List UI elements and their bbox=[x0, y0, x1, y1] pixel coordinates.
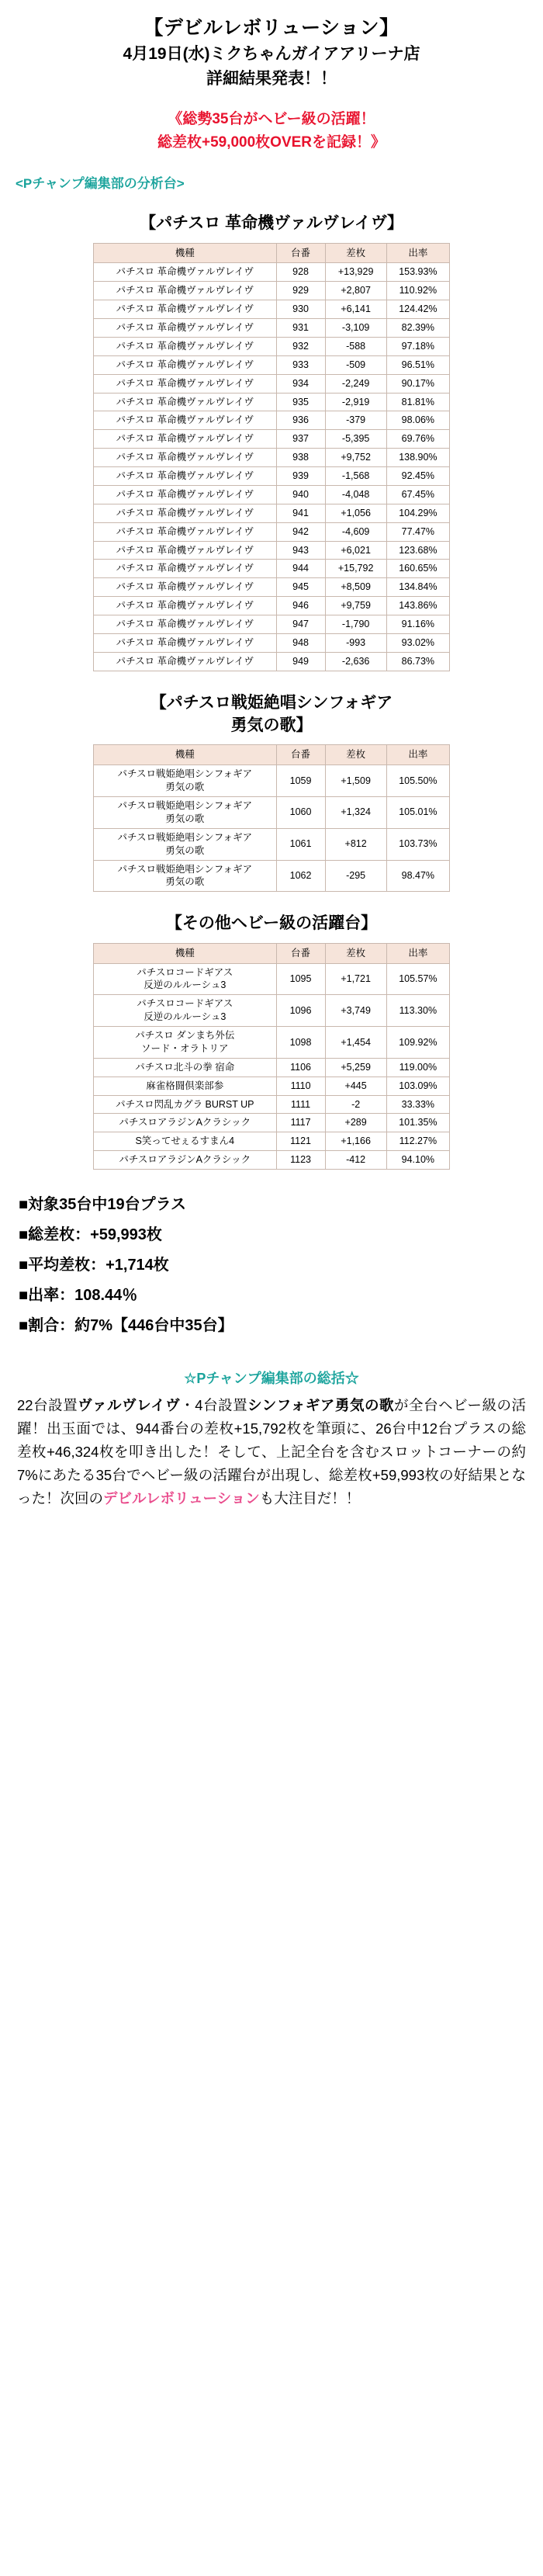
cell-number: 936 bbox=[276, 411, 325, 430]
cell-number: 930 bbox=[276, 300, 325, 319]
table-valvrave bbox=[93, 243, 450, 671]
cell-machine: パチスロ 革命機ヴァルヴレイヴ bbox=[94, 449, 277, 467]
table-row bbox=[94, 1077, 450, 1095]
cell-rate: 90.17% bbox=[386, 374, 449, 393]
table-row bbox=[94, 485, 450, 504]
table-row bbox=[94, 504, 450, 522]
cell-machine: パチスロ 革命機ヴァルヴレイヴ bbox=[94, 263, 277, 282]
col-number: 台番 bbox=[276, 243, 325, 263]
cell-number: 942 bbox=[276, 522, 325, 541]
cell-rate: 98.06% bbox=[386, 411, 449, 430]
col-diff: 差枚 bbox=[325, 745, 386, 765]
cell-diff: +812 bbox=[325, 828, 386, 860]
cell-machine: パチスロ 革命機ヴァルヴレイヴ bbox=[94, 615, 277, 634]
cell-rate: 67.45% bbox=[386, 485, 449, 504]
cell-number: 928 bbox=[276, 263, 325, 282]
cell-rate: 110.92% bbox=[386, 282, 449, 300]
cell-machine: パチスロ 革命機ヴァルヴレイヴ bbox=[94, 430, 277, 449]
cell-rate: 69.76% bbox=[386, 430, 449, 449]
section-heading-symphogear-line2: 勇気の歌】 bbox=[230, 716, 313, 735]
cell-number: 943 bbox=[276, 541, 325, 560]
cell-rate: 113.30% bbox=[386, 995, 449, 1027]
cell-machine: パチスロ戦姫絶唱シンフォギア 勇気の歌 bbox=[94, 828, 277, 860]
cell-diff: +9,752 bbox=[325, 449, 386, 467]
cell-number: 933 bbox=[276, 355, 325, 374]
cell-machine: パチスロ 革命機ヴァルヴレイヴ bbox=[94, 411, 277, 430]
col-machine: 機種 bbox=[94, 243, 277, 263]
summary-text-tail: も大注目だ！！ bbox=[259, 1489, 361, 1506]
table-row bbox=[94, 411, 450, 430]
page-subtitle-result: 詳細結果発表！！ bbox=[206, 69, 337, 88]
cell-machine: パチスロアラジンAクラシック bbox=[94, 1114, 277, 1132]
cell-machine: パチスロ 革命機ヴァルヴレイヴ bbox=[94, 633, 277, 652]
cell-machine: パチスロ 革命機ヴァルヴレイヴ bbox=[94, 300, 277, 319]
cell-diff: -509 bbox=[325, 355, 386, 374]
cell-rate: 94.10% bbox=[386, 1151, 449, 1170]
cell-rate: 103.73% bbox=[386, 828, 449, 860]
cell-machine: パチスロ 革命機ヴァルヴレイヴ bbox=[94, 578, 277, 597]
cell-diff: +1,056 bbox=[325, 504, 386, 522]
table-row bbox=[94, 615, 450, 634]
stat-payout-rate: ■出率：108.44％ bbox=[19, 1287, 138, 1305]
cell-machine: パチスロコードギアス 反逆のルルーシュ3 bbox=[94, 995, 277, 1027]
cell-rate: 96.51% bbox=[386, 355, 449, 374]
cell-diff: +15,792 bbox=[325, 560, 386, 578]
cell-machine: パチスロ 革命機ヴァルヴレイヴ bbox=[94, 597, 277, 615]
table-row bbox=[94, 430, 450, 449]
cell-rate: 124.42% bbox=[386, 300, 449, 319]
page-title: 【デビルレボリューション】 bbox=[144, 17, 399, 39]
cell-rate: 112.27% bbox=[386, 1132, 449, 1151]
table-row bbox=[94, 393, 450, 411]
table-row bbox=[94, 1151, 450, 1170]
cell-number: 949 bbox=[276, 652, 325, 671]
table-row bbox=[94, 560, 450, 578]
cell-diff: +1,324 bbox=[325, 797, 386, 829]
section-heading-valvrave: 【パチスロ 革命機ヴァルヴレイヴ】 bbox=[140, 214, 403, 233]
table-row bbox=[94, 1114, 450, 1132]
col-number: 台番 bbox=[276, 943, 325, 963]
cell-rate: 104.29% bbox=[386, 504, 449, 522]
summary-bold-valvrave: ヴァルヴレイヴ bbox=[78, 1397, 181, 1414]
cell-machine: パチスロアラジンAクラシック bbox=[94, 1151, 277, 1170]
table-header-row bbox=[94, 745, 450, 765]
col-machine: 機種 bbox=[94, 745, 277, 765]
table-row bbox=[94, 263, 450, 282]
cell-machine: パチスロコードギアス 反逆のルルーシュ3 bbox=[94, 963, 277, 995]
cell-number: 945 bbox=[276, 578, 325, 597]
cell-machine: パチスロ 革命機ヴァルヴレイヴ bbox=[94, 504, 277, 522]
summary-link-devil-revolution[interactable]: デビルレボリューション bbox=[103, 1489, 260, 1506]
cell-number: 939 bbox=[276, 467, 325, 486]
summary-bold-symphogear: シンフォギア勇気の歌 bbox=[247, 1397, 395, 1414]
cell-diff: -2,249 bbox=[325, 374, 386, 393]
cell-diff: -4,609 bbox=[325, 522, 386, 541]
page-subtitle-date: 4月19日(水)ミクちゃんガイアアリーナ店 bbox=[123, 45, 420, 64]
cell-rate: 105.57% bbox=[386, 963, 449, 995]
cell-rate: 92.45% bbox=[386, 467, 449, 486]
cell-machine: パチスロ 革命機ヴァルヴレイヴ bbox=[94, 355, 277, 374]
cell-rate: 81.81% bbox=[386, 393, 449, 411]
col-rate: 出率 bbox=[386, 243, 449, 263]
cell-number: 1106 bbox=[276, 1058, 325, 1077]
col-number: 台番 bbox=[276, 745, 325, 765]
stat-total-diff: ■総差枚：+59,993枚 bbox=[19, 1226, 162, 1244]
cell-diff: -993 bbox=[325, 633, 386, 652]
table-row bbox=[94, 652, 450, 671]
cell-machine: S笑ってせぇるすまん4 bbox=[94, 1132, 277, 1151]
table-row bbox=[94, 797, 450, 829]
summary-text-1: 22台設置 bbox=[17, 1397, 78, 1414]
table-row bbox=[94, 1058, 450, 1077]
cell-rate: 91.16% bbox=[386, 615, 449, 634]
cell-rate: 77.47% bbox=[386, 522, 449, 541]
cell-machine: パチスロ北斗の拳 宿命 bbox=[94, 1058, 277, 1077]
col-diff: 差枚 bbox=[325, 943, 386, 963]
summary-text-2: ・4台設置 bbox=[180, 1397, 248, 1414]
table-body-symphogear bbox=[94, 765, 450, 892]
col-rate: 出率 bbox=[386, 943, 449, 963]
table-others bbox=[93, 943, 450, 1170]
table-row bbox=[94, 828, 450, 860]
cell-diff: -379 bbox=[325, 411, 386, 430]
cell-rate: 97.18% bbox=[386, 337, 449, 355]
cell-rate: 134.84% bbox=[386, 578, 449, 597]
table-row bbox=[94, 282, 450, 300]
cell-rate: 153.93% bbox=[386, 263, 449, 282]
cell-rate: 109.92% bbox=[386, 1027, 449, 1059]
cell-number: 1062 bbox=[276, 860, 325, 892]
table-row bbox=[94, 1027, 450, 1059]
cell-number: 1096 bbox=[276, 995, 325, 1027]
table-row bbox=[94, 467, 450, 486]
cell-rate: 82.39% bbox=[386, 319, 449, 338]
cell-machine: 麻雀格闘倶楽部参 bbox=[94, 1077, 277, 1095]
cell-diff: +5,259 bbox=[325, 1058, 386, 1077]
cell-diff: -3,109 bbox=[325, 319, 386, 338]
cell-rate: 160.65% bbox=[386, 560, 449, 578]
table-row bbox=[94, 860, 450, 892]
table-row bbox=[94, 300, 450, 319]
cell-diff: +6,021 bbox=[325, 541, 386, 560]
cell-number: 938 bbox=[276, 449, 325, 467]
cell-machine: パチスロ 革命機ヴァルヴレイヴ bbox=[94, 374, 277, 393]
cell-number: 1098 bbox=[276, 1027, 325, 1059]
stat-average-diff: ■平均差枚：+1,714枚 bbox=[19, 1257, 169, 1274]
cell-machine: パチスロ戦姫絶唱シンフォギア 勇気の歌 bbox=[94, 797, 277, 829]
cell-diff: -295 bbox=[325, 860, 386, 892]
cell-diff: +2,807 bbox=[325, 282, 386, 300]
cell-diff: -412 bbox=[325, 1151, 386, 1170]
cell-diff: +9,759 bbox=[325, 597, 386, 615]
cell-diff: +13,929 bbox=[325, 263, 386, 282]
table-row bbox=[94, 1095, 450, 1114]
cell-machine: パチスロ 革命機ヴァルヴレイヴ bbox=[94, 319, 277, 338]
cell-number: 1121 bbox=[276, 1132, 325, 1151]
cell-number: 948 bbox=[276, 633, 325, 652]
cell-number: 947 bbox=[276, 615, 325, 634]
cell-diff: -2,919 bbox=[325, 393, 386, 411]
cell-number: 1123 bbox=[276, 1151, 325, 1170]
col-diff: 差枚 bbox=[325, 243, 386, 263]
page-header bbox=[16, 14, 527, 91]
table-header-row bbox=[94, 943, 450, 963]
cell-machine: パチスロ戦姫絶唱シンフォギア 勇気の歌 bbox=[94, 765, 277, 797]
cell-machine: パチスロ戦姫絶唱シンフォギア 勇気の歌 bbox=[94, 860, 277, 892]
cell-machine: パチスロ 革命機ヴァルヴレイヴ bbox=[94, 337, 277, 355]
cell-number: 931 bbox=[276, 319, 325, 338]
cell-rate: 105.50% bbox=[386, 765, 449, 797]
cell-machine: パチスロ閃乱カグラ BURST UP bbox=[94, 1095, 277, 1114]
table-row bbox=[94, 633, 450, 652]
cell-machine: パチスロ 革命機ヴァルヴレイヴ bbox=[94, 485, 277, 504]
table-body-valvrave bbox=[94, 263, 450, 671]
cell-diff: -1,790 bbox=[325, 615, 386, 634]
cell-number: 1111 bbox=[276, 1095, 325, 1114]
cell-diff: +1,166 bbox=[325, 1132, 386, 1151]
col-rate: 出率 bbox=[386, 745, 449, 765]
table-symphogear bbox=[93, 744, 450, 892]
summary-text-3: が全台ヘビー級の活躍！出玉面では、944番台の差枚+15,792枚を筆頭に、26台中12台プラスの総差枚+46,324枚を叩き出した！そして、上記全台を含むスロットコーナーの約7%にあたる35台でヘビー級の活躍台が出現し、総差枚+59,993枚の好結果となった！次回の bbox=[17, 1397, 526, 1506]
table-row bbox=[94, 963, 450, 995]
cell-machine: パチスロ 革命機ヴァルヴレイヴ bbox=[94, 541, 277, 560]
stat-plus-count: ■対象35台中19台プラス bbox=[19, 1196, 186, 1214]
cell-machine: パチスロ 革命機ヴァルヴレイヴ bbox=[94, 467, 277, 486]
cell-diff: +445 bbox=[325, 1077, 386, 1095]
cell-number: 940 bbox=[276, 485, 325, 504]
summary-title: ☆Pチャンプ編集部の総括☆ bbox=[184, 1371, 359, 1387]
section-heading-symphogear-line1: 【パチスロ戦姫絶唱シンフォギア bbox=[150, 693, 393, 712]
cell-number: 937 bbox=[276, 430, 325, 449]
stats-bullet-list bbox=[16, 1190, 527, 1341]
cell-rate: 138.90% bbox=[386, 449, 449, 467]
cell-rate: 98.47% bbox=[386, 860, 449, 892]
table-body-others bbox=[94, 963, 450, 1170]
table-row bbox=[94, 337, 450, 355]
cell-rate: 93.02% bbox=[386, 633, 449, 652]
cell-diff: -2 bbox=[325, 1095, 386, 1114]
stat-ratio: ■割合：約7%【446台中35台】 bbox=[19, 1317, 233, 1335]
highlight-banner bbox=[16, 108, 527, 154]
cell-number: 1059 bbox=[276, 765, 325, 797]
analysis-label: <Pチャンプ編集部の分析台> bbox=[16, 176, 185, 192]
cell-number: 1117 bbox=[276, 1114, 325, 1132]
section-heading-others: 【その他ヘビー級の活躍台】 bbox=[165, 914, 378, 933]
cell-number: 934 bbox=[276, 374, 325, 393]
cell-rate: 143.86% bbox=[386, 597, 449, 615]
cell-machine: パチスロ 革命機ヴァルヴレイヴ bbox=[94, 522, 277, 541]
cell-rate: 101.35% bbox=[386, 1114, 449, 1132]
table-row bbox=[94, 765, 450, 797]
table-header-row bbox=[94, 243, 450, 263]
summary-body bbox=[16, 1394, 527, 1510]
cell-diff: +1,509 bbox=[325, 765, 386, 797]
cell-number: 932 bbox=[276, 337, 325, 355]
cell-diff: -2,636 bbox=[325, 652, 386, 671]
cell-diff: -1,568 bbox=[325, 467, 386, 486]
cell-rate: 123.68% bbox=[386, 541, 449, 560]
cell-number: 941 bbox=[276, 504, 325, 522]
cell-number: 1060 bbox=[276, 797, 325, 829]
table-row bbox=[94, 355, 450, 374]
cell-number: 944 bbox=[276, 560, 325, 578]
table-row bbox=[94, 597, 450, 615]
cell-diff: -4,048 bbox=[325, 485, 386, 504]
col-machine: 機種 bbox=[94, 943, 277, 963]
cell-number: 1110 bbox=[276, 1077, 325, 1095]
table-row bbox=[94, 374, 450, 393]
cell-machine: パチスロ 革命機ヴァルヴレイヴ bbox=[94, 393, 277, 411]
cell-rate: 86.73% bbox=[386, 652, 449, 671]
cell-rate: 105.01% bbox=[386, 797, 449, 829]
cell-diff: +8,509 bbox=[325, 578, 386, 597]
table-row bbox=[94, 1132, 450, 1151]
cell-diff: +6,141 bbox=[325, 300, 386, 319]
cell-diff: +3,749 bbox=[325, 995, 386, 1027]
cell-number: 935 bbox=[276, 393, 325, 411]
table-row bbox=[94, 541, 450, 560]
cell-machine: パチスロ 革命機ヴァルヴレイヴ bbox=[94, 560, 277, 578]
highlight-line-1: 《総勢35台がヘビー級の活躍！ bbox=[168, 111, 375, 128]
cell-diff: +289 bbox=[325, 1114, 386, 1132]
cell-rate: 33.33% bbox=[386, 1095, 449, 1114]
highlight-line-2: 総差枚+59,000枚OVERを記録！》 bbox=[157, 133, 386, 151]
cell-machine: パチスロ 革命機ヴァルヴレイヴ bbox=[94, 652, 277, 671]
cell-diff: +1,721 bbox=[325, 963, 386, 995]
cell-number: 1061 bbox=[276, 828, 325, 860]
cell-diff: +1,454 bbox=[325, 1027, 386, 1059]
table-row bbox=[94, 449, 450, 467]
table-row bbox=[94, 995, 450, 1027]
table-row bbox=[94, 319, 450, 338]
cell-rate: 103.09% bbox=[386, 1077, 449, 1095]
section-heading-symphogear bbox=[16, 692, 527, 737]
table-row bbox=[94, 578, 450, 597]
cell-machine: パチスロ ダンまち外伝 ソード・オラトリア bbox=[94, 1027, 277, 1059]
cell-number: 929 bbox=[276, 282, 325, 300]
cell-number: 946 bbox=[276, 597, 325, 615]
cell-rate: 119.00% bbox=[386, 1058, 449, 1077]
cell-diff: -5,395 bbox=[325, 430, 386, 449]
table-row bbox=[94, 522, 450, 541]
cell-number: 1095 bbox=[276, 963, 325, 995]
cell-machine: パチスロ 革命機ヴァルヴレイヴ bbox=[94, 282, 277, 300]
cell-diff: -588 bbox=[325, 337, 386, 355]
